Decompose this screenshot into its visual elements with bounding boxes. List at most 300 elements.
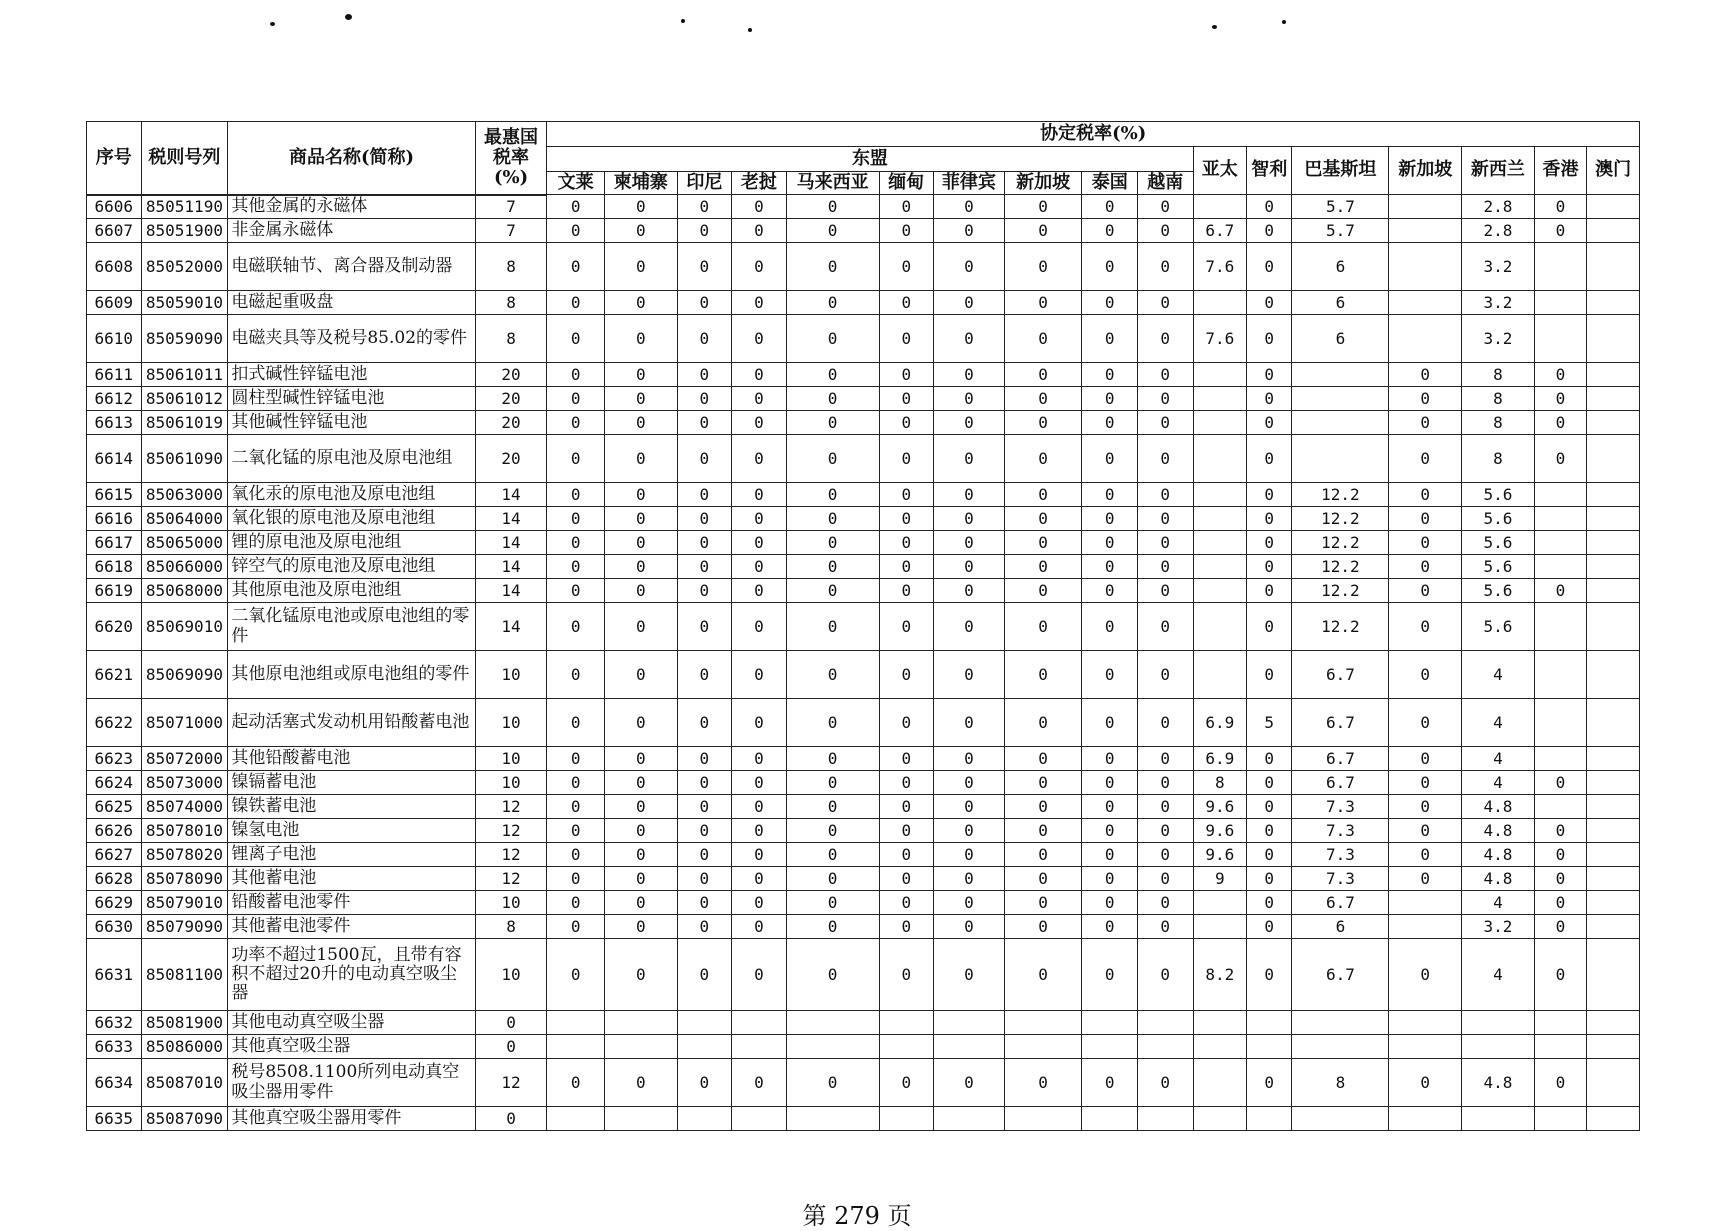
cell-agreement-rate: 0 — [1534, 939, 1587, 1011]
cell-agreement-rate: 12.2 — [1292, 579, 1389, 603]
cell-seq: 6612 — [87, 387, 142, 411]
cell-agreement-rate: 0 — [1389, 771, 1462, 795]
cell-asean-rate: 0 — [1004, 363, 1082, 387]
cell-agreement-rate: 0 — [1534, 435, 1587, 483]
cell-seq: 6629 — [87, 891, 142, 915]
cell-agreement-rate: 4.8 — [1462, 1059, 1535, 1107]
cell-seq: 6632 — [87, 1011, 142, 1035]
cell-agreement-rate — [1193, 411, 1247, 435]
cell-mfn-rate: 10 — [475, 651, 547, 699]
cell-asean-rate: 0 — [604, 531, 677, 555]
cell-asean-rate: 0 — [1004, 219, 1082, 243]
cell-agreement-rate: 9.6 — [1193, 819, 1247, 843]
header-mfn-rate — [475, 122, 547, 195]
table-row — [87, 219, 1640, 243]
cell-asean-rate: 0 — [879, 435, 934, 483]
table-row — [87, 795, 1640, 819]
cell-asean-rate: 0 — [677, 771, 732, 795]
cell-agreement-rate — [1193, 507, 1247, 531]
cell-hs-code: 85079090 — [141, 915, 228, 939]
cell-asean-rate: 0 — [1137, 411, 1193, 435]
cell-asean-rate: 0 — [604, 291, 677, 315]
cell-asean-rate: 0 — [604, 867, 677, 891]
cell-asean-rate: 0 — [604, 435, 677, 483]
table-row — [87, 315, 1640, 363]
cell-product-name: 其他真空吸尘器用零件 — [228, 1107, 475, 1131]
cell-asean-rate: 0 — [1082, 363, 1138, 387]
cell-asean-rate — [1137, 1035, 1193, 1059]
cell-agreement-rate — [1587, 507, 1640, 531]
cell-asean-rate — [1004, 1107, 1082, 1131]
cell-asean-rate — [1137, 1011, 1193, 1035]
cell-agreement-rate: 4.8 — [1462, 843, 1535, 867]
cell-agreement-rate: 0 — [1534, 579, 1587, 603]
cell-asean-rate: 0 — [547, 507, 605, 531]
cell-agreement-rate — [1534, 1035, 1587, 1059]
cell-agreement-rate — [1292, 411, 1389, 435]
cell-agreement-rate — [1389, 291, 1462, 315]
cell-agreement-rate: 8 — [1193, 771, 1247, 795]
cell-asean-rate — [677, 1035, 732, 1059]
cell-asean-rate: 0 — [1082, 771, 1138, 795]
cell-asean-rate: 0 — [604, 939, 677, 1011]
table-row — [87, 939, 1640, 1011]
cell-asean-rate: 0 — [732, 651, 787, 699]
cell-asean-rate: 0 — [1137, 387, 1193, 411]
header-brunei: 文莱 — [547, 172, 605, 195]
cell-agreement-rate: 0 — [1389, 507, 1462, 531]
cell-agreement-rate — [1587, 195, 1640, 219]
cell-agreement-rate: 8 — [1462, 387, 1535, 411]
cell-agreement-rate: 3.2 — [1462, 915, 1535, 939]
cell-product-name: 铅酸蓄电池零件 — [228, 891, 475, 915]
cell-asean-rate: 0 — [1137, 555, 1193, 579]
cell-asean-rate: 0 — [604, 411, 677, 435]
cell-asean-rate: 0 — [879, 915, 934, 939]
cell-hs-code: 85061012 — [141, 387, 228, 411]
cell-asean-rate: 0 — [1004, 699, 1082, 747]
table-row — [87, 483, 1640, 507]
cell-agreement-rate: 3.2 — [1462, 315, 1535, 363]
table-row — [87, 843, 1640, 867]
cell-asean-rate: 0 — [879, 531, 934, 555]
cell-agreement-rate — [1587, 219, 1640, 243]
cell-seq: 6624 — [87, 771, 142, 795]
cell-agreement-rate — [1462, 1035, 1535, 1059]
cell-agreement-rate — [1587, 531, 1640, 555]
cell-asean-rate: 0 — [934, 579, 1005, 603]
cell-asean-rate: 0 — [677, 699, 732, 747]
cell-hs-code: 85069010 — [141, 603, 228, 651]
cell-asean-rate — [604, 1035, 677, 1059]
cell-seq: 6616 — [87, 507, 142, 531]
cell-agreement-rate — [1534, 699, 1587, 747]
cell-agreement-rate: 4 — [1462, 891, 1535, 915]
cell-asean-rate: 0 — [1082, 387, 1138, 411]
header-hs-code: 税则号列 — [141, 122, 228, 195]
cell-agreement-rate: 4 — [1462, 747, 1535, 771]
cell-asean-rate: 0 — [1004, 483, 1082, 507]
cell-hs-code: 85051900 — [141, 219, 228, 243]
cell-asean-rate: 0 — [934, 939, 1005, 1011]
cell-asean-rate: 0 — [879, 891, 934, 915]
cell-agreement-rate: 0 — [1247, 843, 1292, 867]
cell-agreement-rate: 0 — [1247, 363, 1292, 387]
cell-asean-rate — [934, 1035, 1005, 1059]
cell-asean-rate: 0 — [1082, 291, 1138, 315]
cell-asean-rate — [786, 1035, 879, 1059]
header-singapore: 新加坡 — [1004, 172, 1082, 195]
cell-agreement-rate — [1587, 363, 1640, 387]
cell-seq: 6634 — [87, 1059, 142, 1107]
cell-agreement-rate — [1534, 555, 1587, 579]
cell-asean-rate: 0 — [786, 891, 879, 915]
cell-agreement-rate: 7.3 — [1292, 843, 1389, 867]
cell-agreement-rate — [1193, 651, 1247, 699]
cell-agreement-rate: 0 — [1247, 579, 1292, 603]
cell-asean-rate: 0 — [547, 387, 605, 411]
cell-hs-code: 85086000 — [141, 1035, 228, 1059]
cell-asean-rate: 0 — [1082, 603, 1138, 651]
cell-product-name: 锌空气的原电池及原电池组 — [228, 555, 475, 579]
cell-product-name: 扣式碱性锌锰电池 — [228, 363, 475, 387]
cell-asean-rate: 0 — [547, 291, 605, 315]
cell-seq: 6633 — [87, 1035, 142, 1059]
cell-asean-rate: 0 — [1137, 195, 1193, 219]
cell-agreement-rate: 0 — [1247, 747, 1292, 771]
header-pakistan: 巴基斯坦 — [1292, 147, 1389, 195]
cell-asean-rate — [934, 1011, 1005, 1035]
cell-agreement-rate: 4 — [1462, 939, 1535, 1011]
cell-asean-rate: 0 — [547, 435, 605, 483]
table-row — [87, 603, 1640, 651]
cell-asean-rate: 0 — [1004, 843, 1082, 867]
cell-mfn-rate: 10 — [475, 747, 547, 771]
cell-asean-rate: 0 — [732, 1059, 787, 1107]
cell-agreement-rate — [1534, 651, 1587, 699]
cell-product-name: 电磁夹具等及税号85.02的零件 — [228, 315, 475, 363]
cell-asean-rate: 0 — [547, 579, 605, 603]
cell-agreement-rate: 0 — [1534, 387, 1587, 411]
cell-agreement-rate: 5.6 — [1462, 555, 1535, 579]
cell-asean-rate: 0 — [879, 411, 934, 435]
cell-asean-rate — [547, 1107, 605, 1131]
cell-agreement-rate — [1587, 603, 1640, 651]
cell-agreement-rate: 6.7 — [1292, 939, 1389, 1011]
cell-product-name: 税号8508.1100所列电动真空吸尘器用零件 — [228, 1059, 475, 1107]
cell-agreement-rate: 7.3 — [1292, 867, 1389, 891]
cell-agreement-rate: 4.8 — [1462, 867, 1535, 891]
cell-asean-rate: 0 — [677, 195, 732, 219]
cell-asean-rate: 0 — [547, 867, 605, 891]
cell-product-name: 二氧化锰的原电池及原电池组 — [228, 435, 475, 483]
cell-agreement-rate: 6 — [1292, 915, 1389, 939]
header-laos: 老挝 — [732, 172, 787, 195]
cell-asean-rate: 0 — [934, 411, 1005, 435]
cell-agreement-rate: 0 — [1389, 819, 1462, 843]
header-chile: 智利 — [1247, 147, 1292, 195]
cell-asean-rate: 0 — [547, 195, 605, 219]
cell-asean-rate: 0 — [1004, 747, 1082, 771]
table-row — [87, 507, 1640, 531]
cell-hs-code: 85066000 — [141, 555, 228, 579]
cell-agreement-rate — [1193, 435, 1247, 483]
cell-agreement-rate — [1534, 747, 1587, 771]
cell-asean-rate: 0 — [604, 579, 677, 603]
cell-mfn-rate: 7 — [475, 219, 547, 243]
cell-asean-rate: 0 — [547, 771, 605, 795]
cell-product-name: 其他真空吸尘器 — [228, 1035, 475, 1059]
cell-agreement-rate: 5 — [1247, 699, 1292, 747]
cell-agreement-rate — [1292, 435, 1389, 483]
cell-asean-rate: 0 — [934, 531, 1005, 555]
cell-asean-rate: 0 — [547, 795, 605, 819]
cell-asean-rate: 0 — [732, 195, 787, 219]
header-seq: 序号 — [87, 122, 142, 195]
cell-agreement-rate: 0 — [1247, 219, 1292, 243]
cell-asean-rate: 0 — [1082, 915, 1138, 939]
cell-agreement-rate: 0 — [1534, 363, 1587, 387]
cell-asean-rate: 0 — [934, 843, 1005, 867]
cell-asean-rate: 0 — [1004, 555, 1082, 579]
cell-asean-rate: 0 — [934, 771, 1005, 795]
cell-agreement-rate — [1193, 483, 1247, 507]
cell-mfn-rate: 8 — [475, 315, 547, 363]
cell-asean-rate: 0 — [786, 435, 879, 483]
cell-agreement-rate — [1587, 435, 1640, 483]
cell-agreement-rate — [1193, 1035, 1247, 1059]
cell-asean-rate: 0 — [1082, 819, 1138, 843]
cell-agreement-rate: 6 — [1292, 291, 1389, 315]
cell-agreement-rate: 0 — [1247, 315, 1292, 363]
cell-agreement-rate: 0 — [1247, 795, 1292, 819]
cell-asean-rate: 0 — [1082, 1059, 1138, 1107]
cell-agreement-rate — [1587, 819, 1640, 843]
cell-asean-rate: 0 — [934, 795, 1005, 819]
cell-seq: 6613 — [87, 411, 142, 435]
cell-asean-rate: 0 — [879, 387, 934, 411]
cell-asean-rate: 0 — [1004, 291, 1082, 315]
cell-asean-rate: 0 — [677, 939, 732, 1011]
cell-asean-rate: 0 — [934, 891, 1005, 915]
cell-asean-rate — [1004, 1011, 1082, 1035]
cell-agreement-rate: 0 — [1247, 915, 1292, 939]
cell-hs-code: 85079010 — [141, 891, 228, 915]
cell-asean-rate: 0 — [547, 243, 605, 291]
cell-asean-rate: 0 — [1082, 219, 1138, 243]
cell-asean-rate: 0 — [547, 411, 605, 435]
cell-mfn-rate: 12 — [475, 843, 547, 867]
cell-asean-rate: 0 — [786, 219, 879, 243]
table-row — [87, 1011, 1640, 1035]
table-row — [87, 291, 1640, 315]
cell-agreement-rate: 0 — [1247, 291, 1292, 315]
cell-agreement-rate — [1389, 243, 1462, 291]
header-indonesia: 印尼 — [677, 172, 732, 195]
cell-agreement-rate: 5.6 — [1462, 483, 1535, 507]
cell-agreement-rate — [1534, 291, 1587, 315]
cell-agreement-rate: 0 — [1389, 867, 1462, 891]
cell-product-name: 镍氢电池 — [228, 819, 475, 843]
cell-asean-rate: 0 — [547, 843, 605, 867]
cell-asean-rate: 0 — [1082, 747, 1138, 771]
cell-asean-rate: 0 — [547, 915, 605, 939]
cell-asean-rate: 0 — [934, 819, 1005, 843]
cell-agreement-rate: 0 — [1534, 915, 1587, 939]
cell-asean-rate: 0 — [1082, 243, 1138, 291]
cell-hs-code: 85078090 — [141, 867, 228, 891]
cell-asean-rate: 0 — [1137, 795, 1193, 819]
cell-asean-rate — [786, 1107, 879, 1131]
cell-asean-rate: 0 — [677, 1059, 732, 1107]
cell-hs-code: 85073000 — [141, 771, 228, 795]
cell-asean-rate: 0 — [1082, 699, 1138, 747]
table-row — [87, 891, 1640, 915]
cell-agreement-rate: 5.6 — [1462, 507, 1535, 531]
cell-agreement-rate — [1534, 1011, 1587, 1035]
cell-agreement-rate — [1193, 915, 1247, 939]
cell-agreement-rate: 5.6 — [1462, 603, 1535, 651]
cell-mfn-rate: 7 — [475, 195, 547, 219]
cell-asean-rate: 0 — [677, 579, 732, 603]
cell-asean-rate: 0 — [604, 507, 677, 531]
table-row — [87, 531, 1640, 555]
cell-asean-rate: 0 — [547, 219, 605, 243]
cell-seq: 6614 — [87, 435, 142, 483]
scan-speck — [1212, 25, 1217, 29]
cell-agreement-rate: 7.6 — [1193, 315, 1247, 363]
cell-asean-rate — [604, 1107, 677, 1131]
cell-hs-code: 85065000 — [141, 531, 228, 555]
cell-asean-rate: 0 — [1004, 1059, 1082, 1107]
cell-agreement-rate: 0 — [1247, 603, 1292, 651]
cell-agreement-rate — [1587, 315, 1640, 363]
cell-agreement-rate — [1193, 891, 1247, 915]
cell-asean-rate: 0 — [879, 747, 934, 771]
cell-seq: 6631 — [87, 939, 142, 1011]
scan-speck — [681, 19, 685, 23]
cell-asean-rate: 0 — [547, 699, 605, 747]
cell-agreement-rate — [1534, 531, 1587, 555]
cell-agreement-rate: 5.7 — [1292, 195, 1389, 219]
cell-seq: 6621 — [87, 651, 142, 699]
cell-asean-rate: 0 — [677, 243, 732, 291]
cell-asean-rate: 0 — [604, 243, 677, 291]
cell-asean-rate: 0 — [786, 771, 879, 795]
cell-hs-code: 85063000 — [141, 483, 228, 507]
cell-asean-rate: 0 — [1004, 411, 1082, 435]
cell-asean-rate: 0 — [732, 795, 787, 819]
cell-agreement-rate: 0 — [1389, 699, 1462, 747]
header-myanmar: 缅甸 — [879, 172, 934, 195]
cell-mfn-rate: 14 — [475, 531, 547, 555]
cell-asean-rate: 0 — [786, 291, 879, 315]
cell-asean-rate: 0 — [1137, 363, 1193, 387]
table-row — [87, 747, 1640, 771]
cell-asean-rate: 0 — [1082, 939, 1138, 1011]
cell-product-name: 起动活塞式发动机用铅酸蓄电池 — [228, 699, 475, 747]
cell-mfn-rate: 10 — [475, 771, 547, 795]
cell-asean-rate: 0 — [732, 243, 787, 291]
cell-agreement-rate: 0 — [1247, 1059, 1292, 1107]
cell-hs-code: 85071000 — [141, 699, 228, 747]
cell-asean-rate: 0 — [677, 435, 732, 483]
cell-agreement-rate — [1587, 483, 1640, 507]
cell-agreement-rate: 0 — [1247, 507, 1292, 531]
cell-mfn-rate: 0 — [475, 1011, 547, 1035]
cell-agreement-rate: 3.2 — [1462, 243, 1535, 291]
cell-agreement-rate — [1389, 219, 1462, 243]
cell-agreement-rate: 0 — [1247, 555, 1292, 579]
cell-agreement-rate: 0 — [1247, 531, 1292, 555]
cell-asean-rate: 0 — [1082, 891, 1138, 915]
cell-hs-code: 85051190 — [141, 195, 228, 219]
cell-asean-rate: 0 — [879, 771, 934, 795]
cell-mfn-rate: 12 — [475, 1059, 547, 1107]
cell-agreement-rate: 4 — [1462, 651, 1535, 699]
cell-seq: 6615 — [87, 483, 142, 507]
cell-agreement-rate: 6 — [1292, 243, 1389, 291]
cell-asean-rate: 0 — [786, 915, 879, 939]
cell-asean-rate: 0 — [1137, 579, 1193, 603]
cell-agreement-rate — [1587, 291, 1640, 315]
cell-asean-rate: 0 — [732, 915, 787, 939]
cell-agreement-rate: 6.7 — [1292, 891, 1389, 915]
cell-agreement-rate: 0 — [1247, 195, 1292, 219]
cell-asean-rate: 0 — [879, 243, 934, 291]
cell-asean-rate: 0 — [732, 483, 787, 507]
cell-asean-rate: 0 — [786, 747, 879, 771]
cell-asean-rate: 0 — [934, 483, 1005, 507]
cell-product-name: 锂的原电池及原电池组 — [228, 531, 475, 555]
cell-agreement-rate: 6.9 — [1193, 699, 1247, 747]
cell-asean-rate: 0 — [1137, 1059, 1193, 1107]
header-hong-kong: 香港 — [1534, 147, 1587, 195]
cell-asean-rate: 0 — [1004, 603, 1082, 651]
cell-asean-rate: 0 — [547, 363, 605, 387]
cell-asean-rate: 0 — [677, 531, 732, 555]
cell-agreement-rate — [1587, 1011, 1640, 1035]
header-thailand: 泰国 — [1082, 172, 1138, 195]
cell-asean-rate: 0 — [934, 363, 1005, 387]
cell-seq: 6626 — [87, 819, 142, 843]
cell-asean-rate: 0 — [1137, 843, 1193, 867]
cell-asean-rate: 0 — [879, 507, 934, 531]
cell-asean-rate: 0 — [1137, 291, 1193, 315]
cell-asean-rate: 0 — [732, 531, 787, 555]
cell-agreement-rate — [1389, 915, 1462, 939]
cell-asean-rate: 0 — [934, 867, 1005, 891]
cell-agreement-rate — [1389, 1011, 1462, 1035]
cell-asean-rate: 0 — [732, 219, 787, 243]
cell-asean-rate: 0 — [879, 291, 934, 315]
cell-agreement-rate — [1389, 1107, 1462, 1131]
cell-agreement-rate: 0 — [1389, 795, 1462, 819]
cell-asean-rate: 0 — [1004, 939, 1082, 1011]
cell-seq: 6630 — [87, 915, 142, 939]
cell-asean-rate: 0 — [677, 555, 732, 579]
cell-asean-rate: 0 — [677, 363, 732, 387]
cell-hs-code: 85081100 — [141, 939, 228, 1011]
cell-asean-rate: 0 — [879, 603, 934, 651]
cell-asean-rate: 0 — [1004, 891, 1082, 915]
table-row — [87, 771, 1640, 795]
table-row — [87, 915, 1640, 939]
cell-asean-rate: 0 — [732, 387, 787, 411]
cell-agreement-rate: 0 — [1247, 651, 1292, 699]
cell-asean-rate: 0 — [934, 315, 1005, 363]
cell-asean-rate: 0 — [786, 699, 879, 747]
